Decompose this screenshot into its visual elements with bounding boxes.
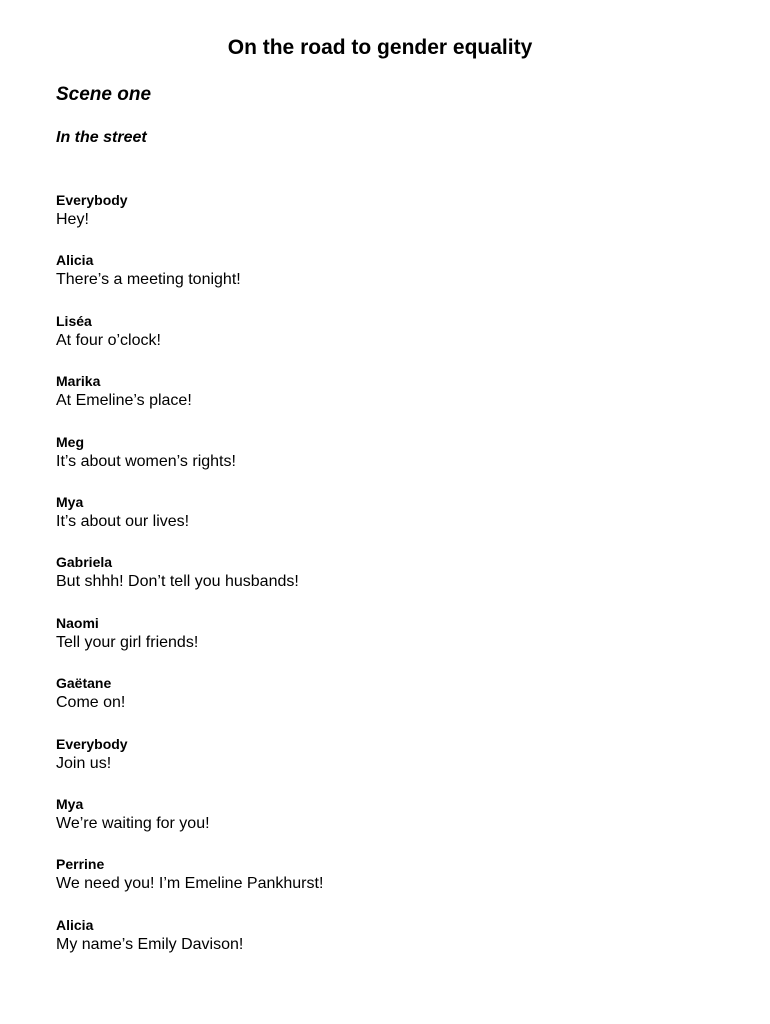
dialogue-line bbox=[56, 251, 736, 311]
speaker-name: Marika bbox=[56, 373, 101, 390]
speaker-name: Meg bbox=[56, 433, 84, 450]
speaker-name: Perrine bbox=[56, 856, 105, 873]
speech-text: We need you! I’m Emeline Pankhurst! bbox=[56, 875, 324, 893]
speaker-name: Everybody bbox=[56, 735, 128, 752]
dialogue-line bbox=[56, 674, 736, 734]
speaker-name: Alicia bbox=[56, 252, 94, 269]
speech-text: Join us! bbox=[56, 754, 112, 772]
dialogue-line bbox=[56, 795, 736, 855]
speaker-name: Mya bbox=[56, 493, 84, 510]
scene-heading: Scene one bbox=[56, 84, 152, 105]
speech-text: Tell your girl friends! bbox=[56, 633, 199, 651]
speaker-name: Naomi bbox=[56, 614, 99, 631]
speech-text: At Emeline’s place! bbox=[56, 392, 192, 410]
speaker-name: Mya bbox=[56, 795, 84, 812]
scene-setting: In the street bbox=[56, 129, 147, 146]
dialogue-line bbox=[56, 916, 736, 976]
speech-text: But shhh! Don’t tell you husbands! bbox=[56, 573, 299, 591]
dialogue-line bbox=[56, 493, 736, 553]
dialogue-list bbox=[56, 191, 736, 976]
dialogue-line bbox=[56, 312, 736, 372]
dialogue-line bbox=[56, 433, 736, 493]
speech-text: It’s about women’s rights! bbox=[56, 452, 236, 470]
speech-text: Hey! bbox=[56, 211, 89, 228]
speech-text: There’s a meeting tonight! bbox=[56, 271, 241, 289]
speech-text: At four o’clock! bbox=[56, 331, 161, 349]
speaker-name: Everybody bbox=[56, 192, 128, 208]
dialogue-line bbox=[56, 191, 736, 251]
dialogue-line bbox=[56, 372, 736, 432]
dialogue-line bbox=[56, 855, 736, 915]
speaker-name: Gaëtane bbox=[56, 675, 112, 692]
document-title: On the road to gender equality bbox=[227, 36, 533, 59]
speech-text: It’s about our lives! bbox=[56, 512, 190, 530]
speaker-name: Alicia bbox=[56, 916, 94, 933]
speech-text: My name’s Emily Davison! bbox=[56, 935, 244, 953]
dialogue-line bbox=[56, 735, 736, 795]
speech-text: We’re waiting for you! bbox=[56, 814, 210, 832]
dialogue-line bbox=[56, 553, 736, 613]
dialogue-line bbox=[56, 614, 736, 674]
speaker-name: Gabriela bbox=[56, 554, 113, 571]
speech-text: Come on! bbox=[56, 694, 126, 712]
speaker-name: Liséa bbox=[56, 312, 92, 329]
